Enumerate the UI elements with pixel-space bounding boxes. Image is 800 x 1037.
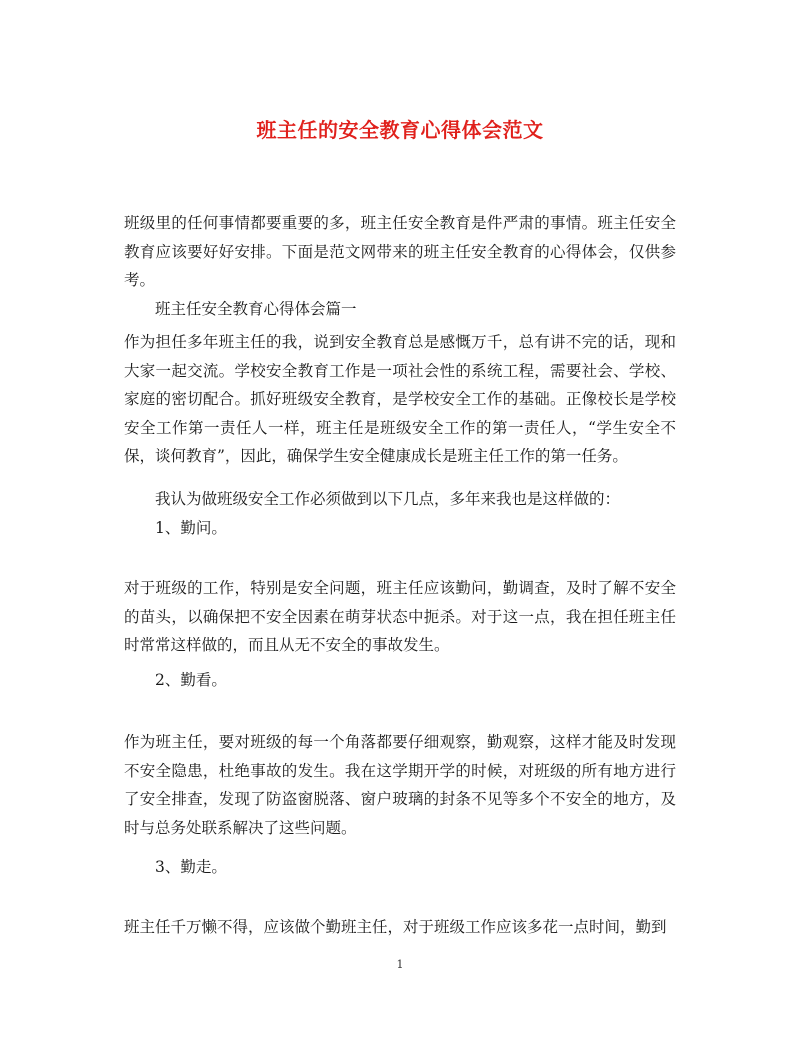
intro-paragraph: 班级里的任何事情都要重要的多，班主任安全教育是件严肃的事情。班主任安全教育应该要好好安排。下面是范文网带来的班主任安全教育的心得体会，仅供参考。 xyxy=(124,214,676,289)
paragraph-1: 作为担任多年班主任的我，说到安全教育总是感慨万千，总有讲不完的话，现和大家一起交流。学校安全教育工作是一项社会性的系统工程，需要社会、学校、家庭的密切配合。抓好班级安全教育，是学校安全工作的基础。正像校长是学校安全工作第一责任人一样，班主任是班级安全工作的第一责任人，“学生安全不保，谈何教育”，因此，确保学生安全健康成长是班主任工作的第一任务。 xyxy=(124,333,676,465)
document-title: 班主任的安全教育心得体会范文 xyxy=(256,118,544,142)
paragraph-2: 我认为做班级安全工作必须做到以下几点，多年来我也是这样做的： xyxy=(155,490,621,508)
item-3-heading: 3、勤走。 xyxy=(155,858,227,876)
item-1-heading: 1、勤问。 xyxy=(155,519,227,537)
item-1-text: 对于班级的工作，特别是安全问题，班主任应该勤问，勤调查，及时了解不安全的苗头，以确保把不安全因素在萌芽状态中扼杀。对于这一点，我在担任班主任时常常这样做的，而且从无不安全的事故发生。 xyxy=(124,579,676,654)
page-number: 1 xyxy=(396,958,404,971)
section-heading: 班主任安全教育心得体会篇一 xyxy=(155,300,357,318)
item-3-text: 班主任千万懒不得，应该做个勤班主任，对于班级工作应该多花一点时间，勤到 xyxy=(124,918,667,936)
item-2-text: 作为班主任，要对班级的每一个角落都要仔细观察，勤观察，这样才能及时发现不安全隐患，杜绝事故的发生。我在这学期开学的时候，对班级的所有地方进行了安全排查，发现了防盗窗脱落、窗户玻璃的封条不见等多个不安全的地方，及时与总务处联系解决了这些问题。 xyxy=(124,733,676,837)
item-2-heading: 2、勤看。 xyxy=(155,671,227,689)
